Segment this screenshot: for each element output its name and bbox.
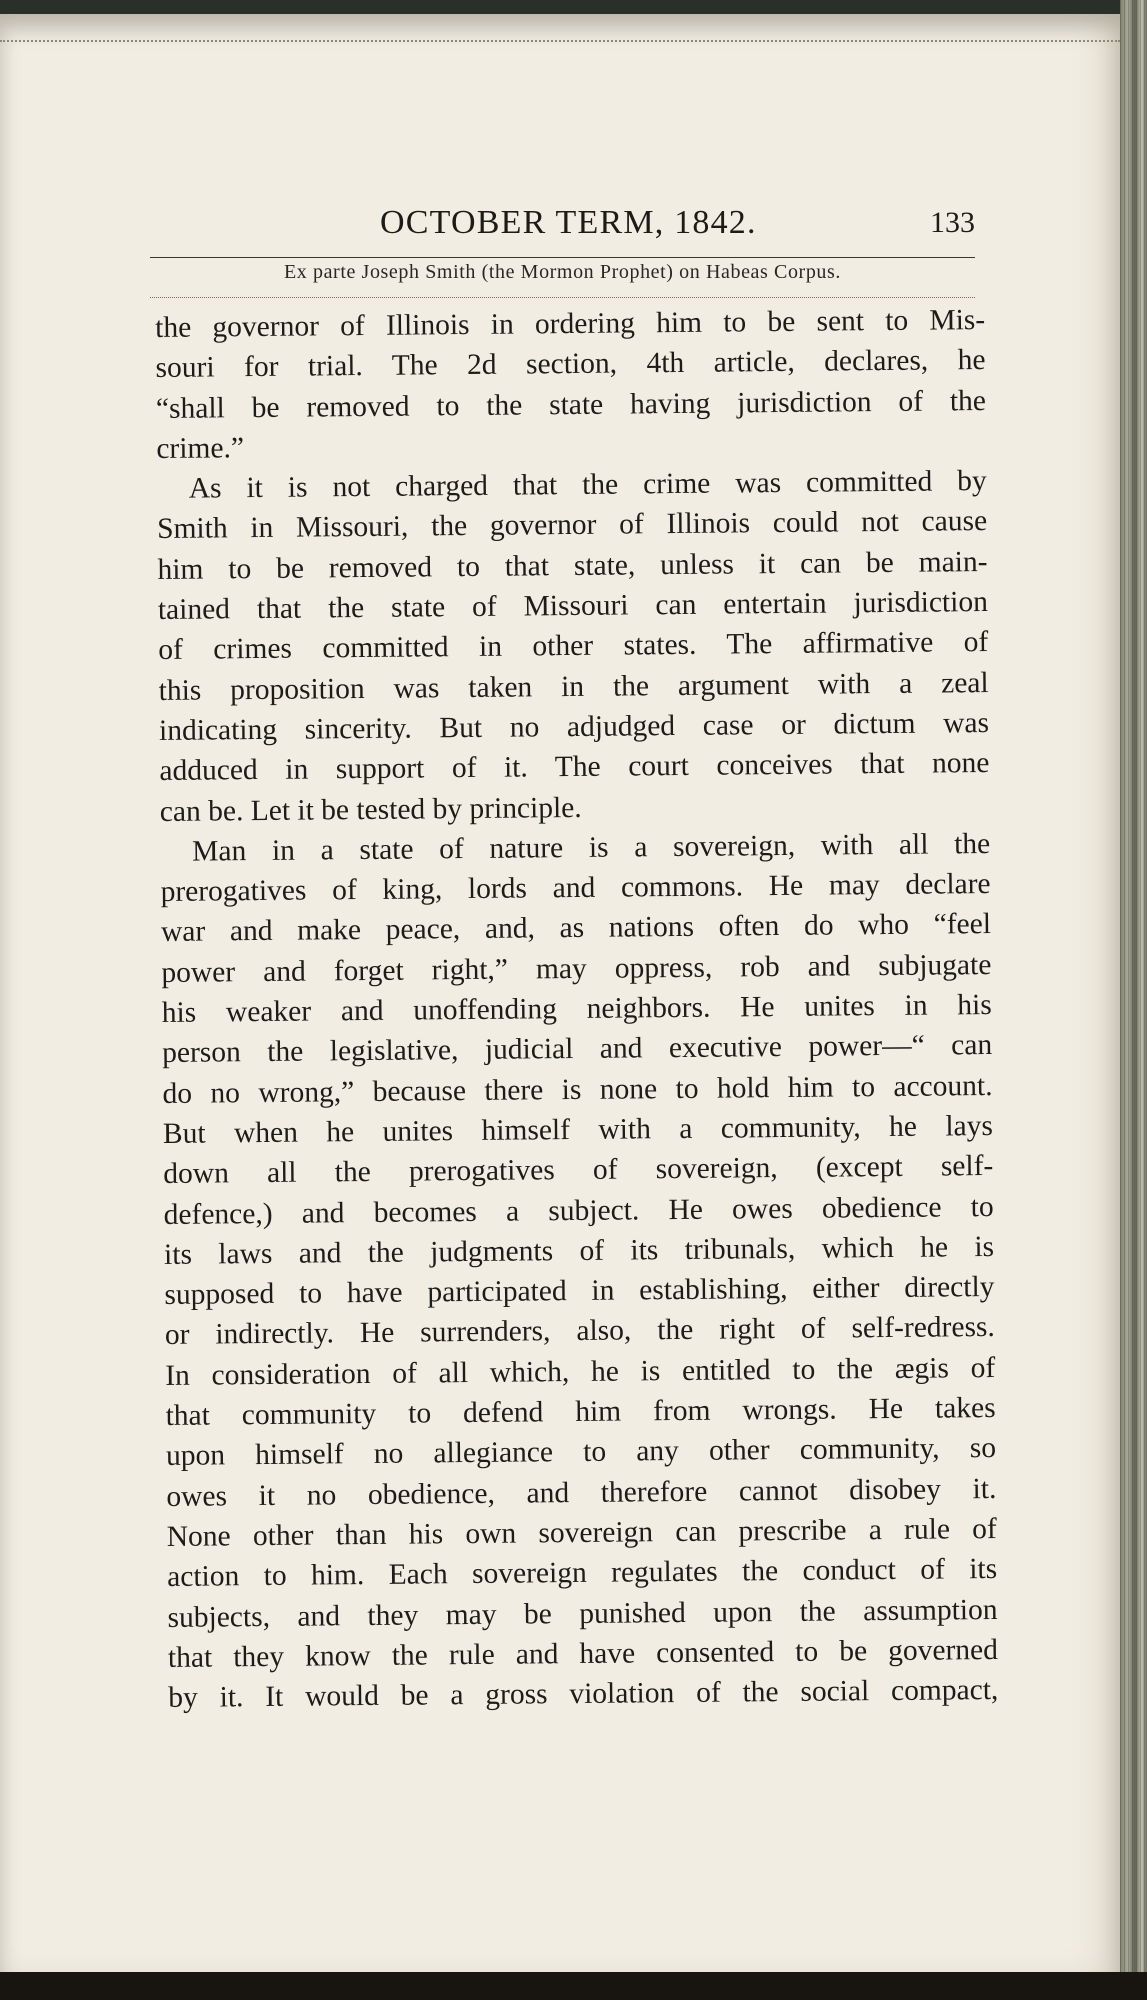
- text-line: down all the prerogatives of sovereign, (except self-: [163, 1150, 994, 1191]
- text-line: that community to defend him from wrongs. He takes: [165, 1391, 996, 1432]
- paragraph-start-line: Man in a state of nature is a sovereign, with all the: [192, 827, 991, 868]
- text-line: Smith in Missouri, the governor of Illinois could not cause: [156, 505, 988, 546]
- text-line: or indirectly. He surrenders, also, the right of self-redress.: [164, 1311, 995, 1352]
- running-head: OCTOBER TERM, 1842.: [380, 204, 757, 241]
- text-line: person the legislative, judicial and executive power—“ can: [162, 1029, 993, 1070]
- text-line: power and forget right,” may oppress, rob and subjugate: [161, 948, 992, 989]
- text-line: do no wrong,” because there is none to hold him to account.: [162, 1069, 993, 1110]
- text-line: crime.”: [156, 432, 245, 465]
- text-line: of crimes committed in other states. The affirmative of: [158, 626, 989, 667]
- page-header: [150, 200, 975, 250]
- text-line: its laws and the judgments of its tribunals, which he is: [163, 1230, 995, 1271]
- text-line: adduced in support of it. The court conceives that none: [159, 747, 990, 788]
- text-line: subjects, and they may be punished upon the assumption: [167, 1593, 998, 1634]
- text-line: But when he unites himself with a community, he lays: [162, 1109, 994, 1150]
- book-page-edge-lines: [1120, 0, 1147, 2000]
- body-text: [155, 300, 999, 1718]
- text-line: can be. Let it be tested by principle.: [159, 791, 582, 828]
- text-line: In consideration of all which, he is entitled to the ægis of: [165, 1351, 996, 1392]
- text-line: his weaker and unoffending neighbors. He unites in his: [161, 989, 992, 1030]
- text-line: war and make peace, and, as nations often do who “feel: [160, 908, 992, 949]
- text-line: indicating sincerity. But no adjudged case or dictum was: [158, 706, 990, 747]
- paragraph-start-line: As it is not charged that the crime was committed by: [188, 465, 987, 505]
- text-line: defence,) and becomes a subject. He owes obedience to: [163, 1190, 994, 1231]
- text-line: supposed to have participated in establishing, either directly: [164, 1271, 995, 1312]
- text-line: him to be removed to that state, unless it can be main-: [157, 545, 988, 586]
- text-line: this proposition was taken in the argument with a zeal: [158, 666, 989, 707]
- scan-top-border: [0, 0, 1147, 14]
- case-title: Ex parte Joseph Smith (the Mormon Prophet) on Habeas Corpus.: [283, 261, 842, 283]
- text-line: that they know the rule and have consented to be governed: [167, 1633, 999, 1674]
- text-line: the governor of Illinois in ordering him to be sent to Mis-: [155, 304, 986, 344]
- scan-bottom-border: [0, 1972, 1147, 2000]
- header-rule: [150, 257, 975, 258]
- text-line: owes it no obedience, and therefore cannot disobey it.: [166, 1472, 997, 1513]
- text-line: by it. It would be a gross violation of the social compact,: [168, 1674, 999, 1715]
- text-line: None other than his own sovereign can prescribe a rule of: [166, 1512, 997, 1553]
- text-line: “shall be removed to the state having jurisdiction of the: [155, 384, 987, 425]
- page-number: 133: [930, 206, 975, 239]
- text-line: action to him. Each sovereign regulates the conduct of its: [167, 1553, 998, 1594]
- page-top-decorative-rule: [0, 40, 1120, 42]
- text-line: souri for trial. The 2d section, 4th article, declares, he: [155, 344, 986, 385]
- case-title-rule: [150, 297, 975, 298]
- text-line: tained that the state of Missouri can entertain jurisdiction: [157, 586, 989, 627]
- text-line: upon himself no allegiance to any other community, so: [165, 1432, 997, 1473]
- text-line: prerogatives of king, lords and commons. He may declare: [160, 868, 991, 909]
